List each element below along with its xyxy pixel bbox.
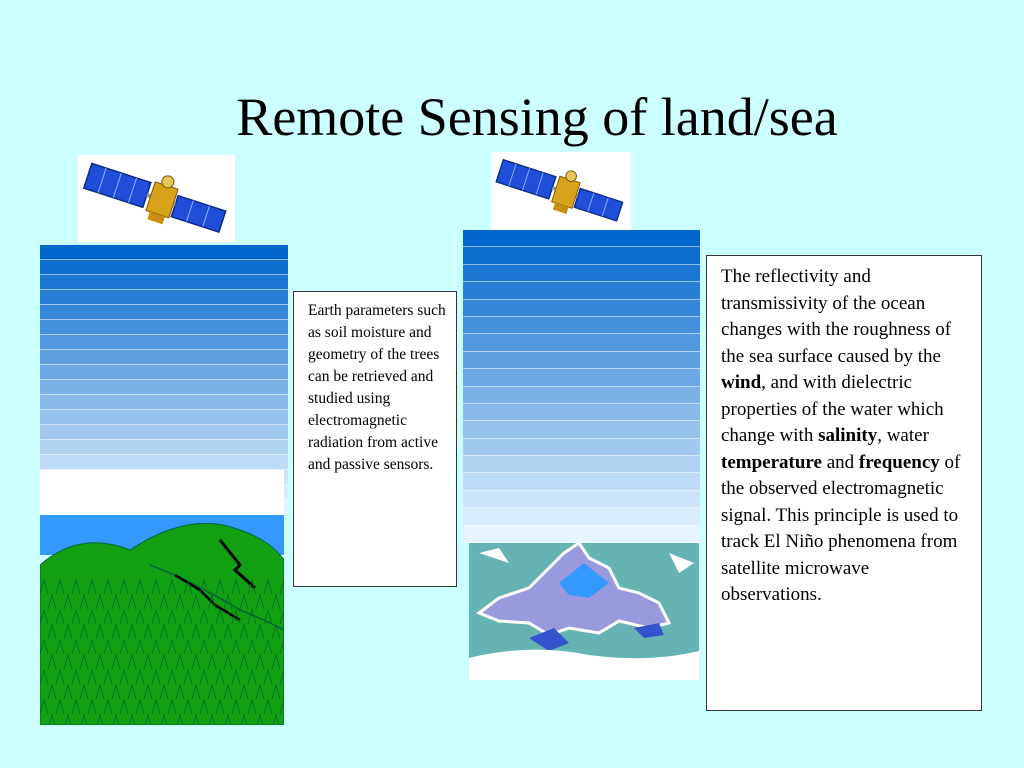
sky-strip bbox=[463, 421, 700, 438]
sky-strip bbox=[463, 369, 700, 386]
sky-strip bbox=[463, 230, 700, 247]
sky-strip bbox=[40, 380, 288, 395]
sky-strip bbox=[40, 245, 288, 260]
land-description-box bbox=[293, 291, 457, 587]
sea-text-1: The reflectivity and transmissivity of the ocean changes with the roughness of the sea surface caused by the bbox=[721, 266, 952, 367]
sky-strip bbox=[40, 305, 288, 320]
sky-strip bbox=[463, 456, 700, 473]
sky-strip bbox=[463, 352, 700, 369]
sky-strip bbox=[40, 410, 288, 425]
sky-strip bbox=[463, 404, 700, 421]
sky-strip bbox=[40, 350, 288, 365]
sky-strip bbox=[463, 247, 700, 264]
sea-text-5: of the observed electromagnetic signal. This principle is used to track El Niño phenomena from satellite microwave observations. bbox=[721, 451, 961, 605]
sky-strip bbox=[463, 282, 700, 299]
keyword-temperature: temperature bbox=[721, 451, 822, 473]
sky-strip bbox=[40, 290, 288, 305]
sky-strip bbox=[463, 508, 700, 525]
sky-strip bbox=[40, 275, 288, 290]
forest-hills-image bbox=[40, 470, 284, 725]
sky-strip bbox=[40, 425, 288, 440]
satellite-icon bbox=[78, 155, 235, 242]
sky-strip bbox=[463, 300, 700, 317]
keyword-wind: wind bbox=[721, 372, 762, 393]
sky-strip bbox=[463, 334, 700, 351]
sky-strip bbox=[40, 440, 288, 455]
satellite-icon bbox=[491, 152, 631, 230]
ocean-ice-image bbox=[469, 543, 699, 680]
sky-strip bbox=[40, 260, 288, 275]
sky-strip bbox=[463, 491, 700, 508]
sky-strip bbox=[463, 473, 700, 490]
sky-strip bbox=[40, 365, 288, 380]
sky-strip bbox=[40, 335, 288, 350]
land-description-text: Earth parameters such as soil moisture and geometry of the trees can be retrieved and studied using electromagnetic radiation from active and passive sensors. bbox=[308, 302, 446, 473]
sea-text-2: , and with dielectric properties of the water which change with bbox=[721, 372, 944, 446]
sea-text-4: and bbox=[821, 451, 859, 473]
sky-strip bbox=[463, 317, 700, 334]
sky-strip bbox=[463, 265, 700, 282]
keyword-frequency: frequency bbox=[858, 451, 940, 473]
sea-text-3: , water bbox=[877, 425, 929, 446]
sky-strip bbox=[40, 320, 288, 335]
slide-title: Remote Sensing of land/sea bbox=[236, 87, 838, 147]
sea-description-box bbox=[706, 255, 982, 711]
sky-strip bbox=[463, 387, 700, 404]
sky-strip bbox=[40, 455, 288, 470]
keyword-salinity: salinity bbox=[818, 425, 878, 446]
sky-strip bbox=[463, 526, 700, 543]
sky-strip bbox=[40, 395, 288, 410]
sky-strip bbox=[463, 439, 700, 456]
sky-gradient-right bbox=[463, 230, 700, 543]
